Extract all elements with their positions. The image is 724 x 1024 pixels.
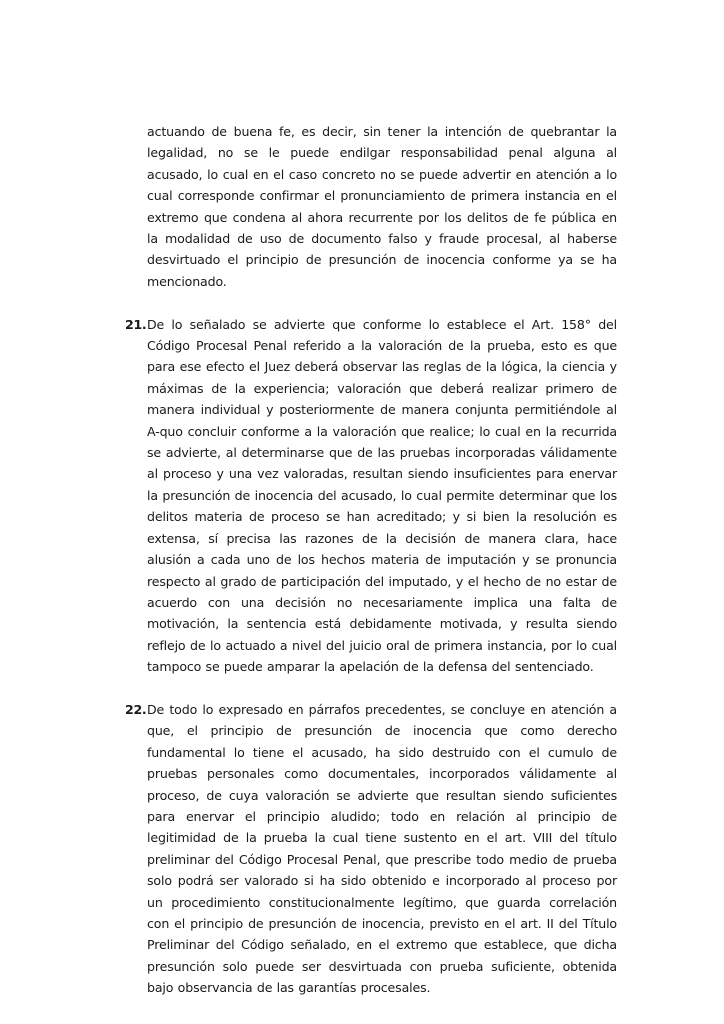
paragraph-text: De todo lo expresado en párrafos precedentes, se concluye en atención a que, el principio de presunción de inocencia que como derecho fundamental lo tiene el acusado, ha sido destruido con el cumulo de pruebas personales como documentales, incorporados válidamente al proceso, de cuya valoración se advierte que resultan siendo suficientes para enervar el principio aludido; todo en relación al principio de legitimidad de la prueba la cual tiene sustento en el art. VIII del título preliminar del Código Procesal Penal, que prescribe todo medio de prueba solo podrá ser valorado si ha sido obtenido e incorporado al proceso por un procedimiento constitucionalmente legítimo, que guarda correlación con el principio de presunción de inocencia, previsto en el art. II del Título Preliminar del Código señalado, en el extremo que establece, que dicha presunción solo puede ser desvirtuada con prueba suficiente, obtenida bajo observancia de las garantías procesales. xyxy=(147,701,617,996)
paragraph-21 xyxy=(125,314,617,678)
paragraph-number: 22. xyxy=(125,701,147,717)
paragraph-continuation xyxy=(147,121,617,292)
document-body xyxy=(125,121,617,999)
paragraph-22 xyxy=(125,699,617,999)
paragraph-number: 21. xyxy=(125,316,147,332)
paragraph-text: actuando de buena fe, es decir, sin tener la intención de quebrantar la legalidad, no se le puede endilgar responsabilidad penal alguna al acusado, lo cual en el caso concreto no se puede advertir en atención a lo cual corresponde confirmar el pronunciamiento de primera instancia en el extremo que condena al ahora recurrente por los delitos de fe pública en la modalidad de uso de documento falso y fraude procesal, al haberse desvirtuado el principio de presunción de inocencia conforme ya se ha mencionado. xyxy=(147,124,617,289)
paragraph-text: De lo señalado se advierte que conforme lo establece el Art. 158° del Código Procesal Penal referido a la valoración de la prueba, esto es que para ese efecto el Juez deberá observar las reglas de la lógica, la ciencia y máximas de la experiencia; valoración que deberá realizar primero de manera individual y posteriormente de manera conjunta permitiéndole al A-quo concluir conforme a la valoración que realice; lo cual en la recurrida se advierte, al determinarse que de las pruebas incorporadas válidamente al proceso y una vez valoradas, resultan siendo insuficientes para enervar la presunción de inocencia del acusado, lo cual permite determinar que los delitos materia de proceso se han acreditado; y si bien la resolución es extensa, sí precisa las razones de la decisión de manera clara, hace alusión a cada uno de los hechos materia de imputación y se pronuncia respecto al grado de participación del imputado, y el hecho de no estar de acuerdo con una decisión no necesariamente implica una falta de motivación, la sentencia está debidamente motivada, y resulta siendo reflejo de lo actuado a nivel del juicio oral de primera instancia, por lo cual tampoco se puede amparar la apelación de la defensa del sentenciado. xyxy=(147,316,617,675)
